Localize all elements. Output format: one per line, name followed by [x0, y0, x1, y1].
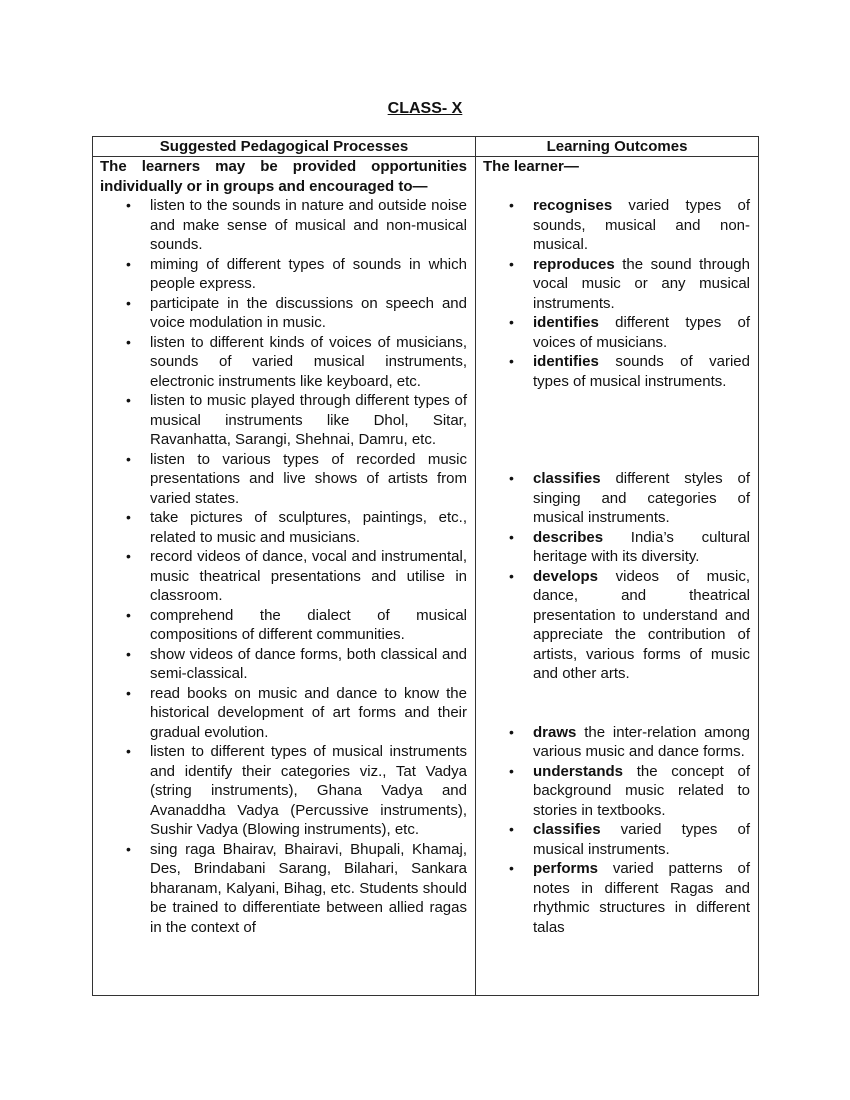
outcome-text: varied types of sounds, musical and non-musical. [533, 197, 750, 253]
spacer [483, 450, 750, 470]
pedagogical-processes-cell [93, 157, 476, 996]
table-body-row [93, 157, 759, 996]
list-item [533, 313, 750, 352]
list-item: • listen to different types of musical instruments and identify their categories viz., Tat Vadya (string instruments), Ghana Vadya and Avanaddha Vadya (Percussive instruments), Sushir Vadya (Blowing instruments), etc. [150, 742, 467, 840]
list-item [533, 469, 750, 528]
outcome-text: the inter-relation among various music and dance forms. [533, 723, 750, 760]
outcome-keyword: recognises [533, 197, 613, 214]
list-item [533, 528, 750, 567]
outcome-keyword: draws [533, 723, 577, 741]
list-item [533, 196, 750, 255]
spacer [483, 391, 750, 450]
outcome-text: sounds of varied types of musical instruments. [533, 353, 750, 390]
list-item [533, 352, 750, 391]
right-intro-text: The learner— [483, 158, 579, 175]
page-title: CLASS- X [387, 100, 463, 117]
outcome-text: the concept of background music related to stories in textbooks. [533, 762, 750, 819]
list-item: • sing raga Bhairav, Bhairavi, Bhupali, Khamaj, Des, Brindabani Sarang, Bilahari, Sankara bharanam, Kalyani, Bihag, etc. Students should be trained to differentiate between allied ragas in the context of [150, 840, 467, 938]
list-item: • record videos of dance, vocal and instrumental, music theatrical presentations and utilise in classroom. [150, 547, 467, 606]
pedagogical-list [100, 196, 467, 937]
list-item [533, 820, 750, 859]
list-item [533, 762, 750, 821]
outcome-text: India’s cultural heritage with its diversity. [533, 528, 750, 565]
outcome-text: varied patterns of notes in different Ragas and rhythmic structures in different talas [533, 860, 750, 936]
outcome-keyword: identifies [533, 314, 599, 331]
outcomes-list-group-3 [483, 723, 750, 938]
curriculum-table [92, 136, 759, 996]
spacer [483, 684, 750, 723]
list-item [533, 859, 750, 937]
outcomes-list-group-1 [483, 196, 750, 391]
outcome-keyword: develops [533, 567, 599, 585]
outcome-text: different styles of singing and categories of musical instruments. [533, 470, 750, 526]
outcome-text: different types of voices of musicians. [533, 314, 750, 351]
list-item [533, 723, 750, 762]
outcome-text: the sound through vocal music or any musical instruments. [533, 255, 750, 312]
header-pedagogical-processes: Suggested Pedagogical Processes [93, 137, 476, 157]
outcome-keyword: classifies [533, 470, 601, 487]
table-header-row [93, 137, 759, 157]
outcome-keyword: classifies [533, 821, 601, 838]
list-item: • participate in the discussions on speech and voice modulation in music. [150, 294, 467, 333]
list-item: • listen to the sounds in nature and outside noise and make sense of musical and non-musical sounds. [150, 196, 467, 255]
outcome-keyword: performs [533, 860, 599, 877]
list-item: • comprehend the dialect of musical compositions of different communities. [150, 606, 467, 645]
outcome-keyword: describes [533, 528, 604, 546]
list-item: • show videos of dance forms, both classical and semi-classical. [150, 645, 467, 684]
list-item: • take pictures of sculptures, paintings, etc., related to music and musicians. [150, 508, 467, 547]
outcome-text: varied types of musical instruments. [533, 821, 750, 858]
list-item [533, 255, 750, 314]
list-item: • miming of different types of sounds in which people express. [150, 255, 467, 294]
outcome-keyword: understands [533, 762, 624, 780]
outcome-keyword: identifies [533, 353, 599, 370]
list-item: • listen to music played through different types of musical instruments like Dhol, Sitar, Ravanhatta, Sarangi, Shehnai, Damru, etc. [150, 391, 467, 450]
list-item [533, 567, 750, 684]
list-item: • listen to different kinds of voices of musicians, sounds of varied musical instruments, electronic instruments like keyboard, etc. [150, 333, 467, 392]
outcome-keyword: reproduces [533, 255, 615, 273]
outcome-text: videos of music, dance, and theatrical presentation to understand and appreciate the contribution of artists, various forms of music and other arts. [533, 567, 750, 682]
list-item: • read books on music and dance to know the historical development of art forms and their gradual evolution. [150, 684, 467, 743]
left-intro-text: The learners may be provided opportunities individually or in groups and encouraged to— [100, 158, 467, 195]
list-item: • listen to various types of recorded music presentations and live shows of artists from varied states. [150, 450, 467, 509]
outcomes-list-group-2 [483, 469, 750, 684]
learning-outcomes-cell [476, 157, 759, 996]
header-learning-outcomes: Learning Outcomes [476, 137, 759, 157]
